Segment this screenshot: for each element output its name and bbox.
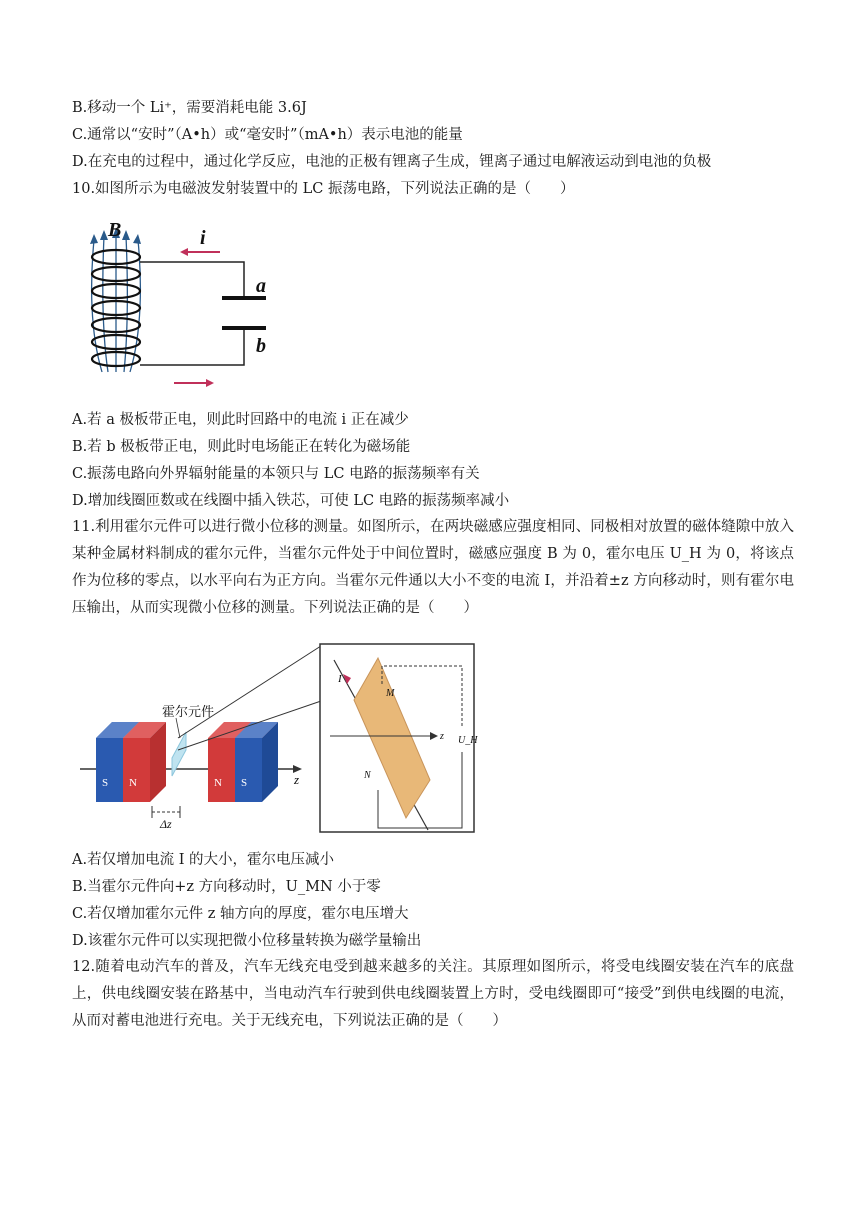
q10-option-d: D.增加线圈匝数或在线圈中插入铁芯，可使 LC 电路的振荡频率减小: [72, 493, 510, 509]
q11-option-c: C.若仅增加霍尔元件 z 轴方向的厚度，霍尔电压增大: [72, 906, 409, 922]
point-m-label: M: [386, 688, 395, 699]
q10-option-b: B.若 b 极板带正电，则此时电场能正在转化为磁场能: [72, 439, 411, 455]
q10-option-c: C.振荡电路向外界辐射能量的本领只与 LC 电路的振荡频率有关: [72, 466, 480, 482]
q11-option-a: A.若仅增加电流 I 的大小，霍尔电压减小: [72, 852, 335, 868]
plate-a-label: a: [256, 275, 266, 297]
q12-stem: 12.随着电动汽车的普及，汽车无线充电受到越来越多的关注。其原理如图所示，将受电线圈安装在汽车的底盘上，供电线圈安装在路基中，当电动汽车行驶到供电线圈装置上方时，受电线圈即可“接受”到供电线圈的电流，从而对蓄电池进行充电。关于无线充电，下列说法正确的是（ ）: [72, 959, 794, 1029]
q11-option-b: B.当霍尔元件向+z 方向移动时，U_MN 小于零: [72, 879, 381, 895]
right-magnet-s: S: [241, 777, 248, 789]
z-axis-label: z: [294, 772, 300, 787]
current-i-label: i: [200, 227, 206, 249]
q11-stem: 11.利用霍尔元件可以进行微小位移的测量。如图所示，在两块磁感应强度相同、同极相对放置的磁体缝隙中放入某种金属材料制成的霍尔元件，当霍尔元件处于中间位置时，磁感应强度 B 为 0，霍尔电压 U_H 为 0，将该点作为位移的零点，以水平向右为正方向。当霍尔元件通以大小不变的电流 I，并沿着±z 方向移动时，则有霍尔电压输出，从而实现微小位移的测量。下列说法正确的是（ ）: [72, 519, 794, 616]
q9-option-b: B.移动一个 Li⁺，需要消耗电能 3.6J: [72, 100, 307, 116]
left-magnet-n: N: [129, 777, 137, 789]
lc-circuit-figure: [72, 212, 282, 397]
point-n-label: N: [364, 770, 371, 781]
delta-z-label: Δz: [160, 817, 172, 831]
hall-element-figure: [72, 640, 482, 835]
q9-option-c: C.通常以“安时”（A•h）或“毫安时”（mA•h）表示电池的能量: [72, 127, 463, 143]
left-magnet-s: S: [102, 777, 109, 789]
q10-option-a: A.若 a 极板带正电，则此时回路中的电流 i 正在减少: [72, 412, 409, 428]
hall-element-label: 霍尔元件: [162, 704, 215, 719]
current-I-label: I: [338, 673, 342, 685]
plate-b-label: b: [256, 335, 266, 357]
b-field-label: B: [108, 219, 122, 241]
z-axis-label-zoom: z: [440, 731, 444, 742]
hall-voltage-label: U_H: [458, 735, 478, 746]
q11-option-d: D.该霍尔元件可以实现把微小位移量转换为磁学量输出: [72, 933, 422, 949]
right-magnet-n: N: [214, 777, 222, 789]
q9-option-d: D.在充电的过程中，通过化学反应，电池的正极有锂离子生成，锂离子通过电解液运动到电池的负极: [72, 154, 712, 170]
q10-stem: 10.如图所示为电磁波发射装置中的 LC 振荡电路，下列说法正确的是（ ）: [72, 181, 575, 197]
